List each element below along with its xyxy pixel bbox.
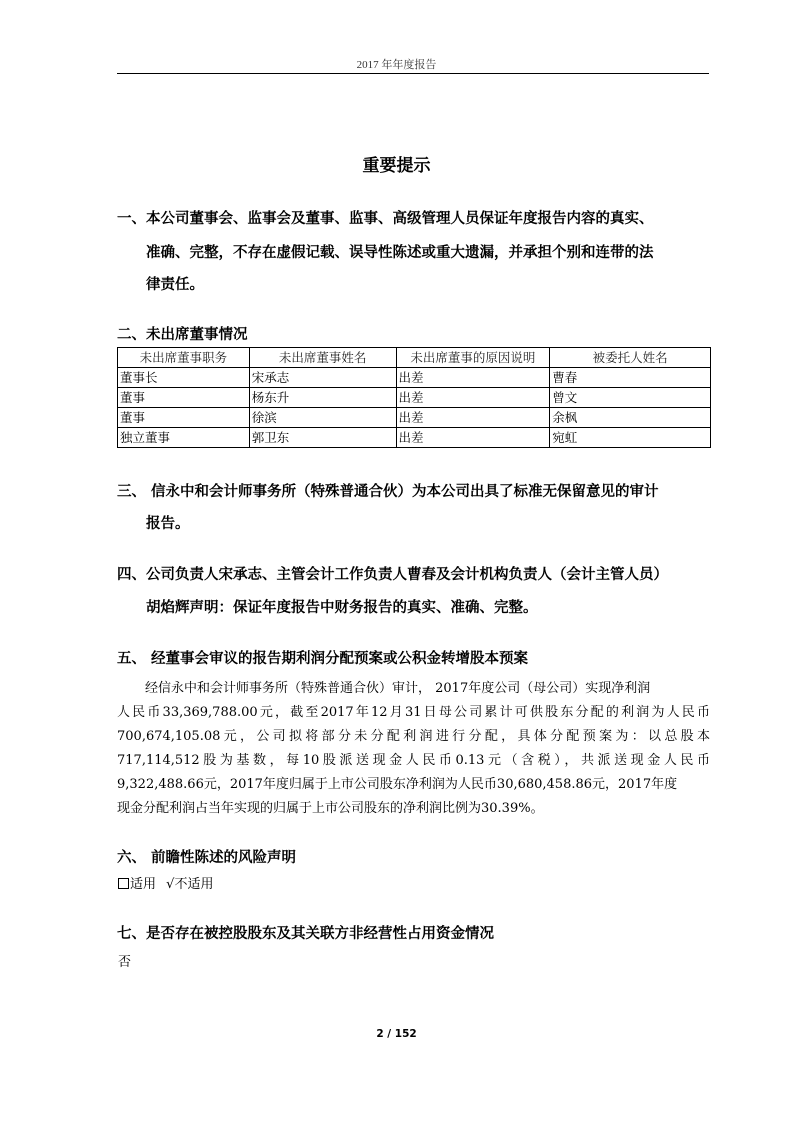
section1-line-1: 一、本公司董事会、监事会及董事、监事、高级管理人员保证年度报告内容的真实、	[117, 211, 654, 227]
checkbox-icon	[118, 878, 129, 889]
table-cell: 曹春	[550, 368, 711, 388]
table-header-row	[118, 348, 711, 368]
table-cell: 曾文	[550, 388, 711, 408]
applicability-options	[118, 873, 213, 892]
section5-line-4: 717,114,512股为基数，每10股派送现金人民币0.13元（含税），共派送现金人民币	[117, 753, 710, 768]
table-row	[118, 428, 711, 448]
section5-line-3: 700,674,105.08元，公司拟将部分未分配利润进行分配，具体分配预案为：以总股本	[117, 729, 710, 744]
table-cell: 郭卫东	[249, 428, 396, 448]
section5-line-6: 现金分配利润占当年实现的归属于上市公司股东的净利润比例为30.39%。	[117, 801, 544, 816]
section4-line-2: 胡焰辉声明：保证年度报告中财务报告的真实、准确、完整。	[146, 600, 538, 616]
table-cell: 徐滨	[249, 408, 396, 428]
table-cell: 宋承志	[249, 368, 396, 388]
absent-directors-table	[117, 347, 711, 448]
section3-line-1: 三、 信永中和会计师事务所（特殊普通合伙）为本公司出具了标准无保留意见的审计	[117, 484, 659, 500]
section5-heading: 五、 经董事会审议的报告期利润分配预案或公积金转增股本预案	[117, 651, 529, 667]
table-cell: 出差	[396, 428, 550, 448]
table-cell: 董事	[118, 388, 250, 408]
section1-line-2: 准确、完整，不存在虚假记载、误导性陈述或重大遗漏，并承担个别和连带的法	[146, 245, 654, 261]
section7-heading: 七、是否存在被控股股东及其关联方非经营性占用资金情况	[117, 926, 494, 942]
section2-heading: 二、未出席董事情况	[117, 327, 248, 343]
table-cell: 出差	[396, 388, 550, 408]
table-cell: 董事长	[118, 368, 250, 388]
checkmark-icon: √	[166, 877, 175, 892]
table-cell: 董事	[118, 408, 250, 428]
column-header: 未出席董事职务	[118, 348, 250, 368]
column-header: 未出席董事姓名	[249, 348, 396, 368]
column-header: 未出席董事的原因说明	[396, 348, 550, 368]
table-cell: 杨东升	[249, 388, 396, 408]
section6-heading: 六、 前瞻性陈述的风险声明	[117, 850, 297, 866]
column-header: 被委托人姓名	[550, 348, 711, 368]
table-cell: 独立董事	[118, 428, 250, 448]
header-divider	[117, 73, 709, 74]
section3-line-2: 报告。	[146, 516, 190, 532]
page-header: 2017 年年度报告	[356, 59, 437, 71]
table-cell: 出差	[396, 408, 550, 428]
section7-answer: 否	[118, 955, 132, 970]
section1-line-3: 律责任。	[146, 277, 204, 293]
table-row	[118, 368, 711, 388]
section5-line-5: 9,322,488.66元，2017年度归属于上市公司股东净利润为人民币30,680,458.86元，2017年度	[117, 777, 678, 792]
option-applicable-label: 适用	[130, 877, 157, 892]
page-number: 2 / 152	[376, 1028, 417, 1040]
table-cell: 宛虹	[550, 428, 711, 448]
table-row	[118, 388, 711, 408]
table-row	[118, 408, 711, 428]
section4-line-1: 四、公司负责人宋承志、主管会计工作负责人曹春及会计机构负责人（会计主管人员）	[117, 567, 668, 583]
option-not-applicable-label: 不适用	[174, 877, 214, 892]
section5-line-1: 经信永中和会计师事务所（特殊普通合伙）审计， 2017年度公司（母公司）实现净利润	[145, 681, 651, 696]
table-cell: 余枫	[550, 408, 711, 428]
table-cell: 出差	[396, 368, 550, 388]
page-title: 重要提示	[362, 156, 431, 176]
section5-line-2: 人民币33,369,788.00元，截至2017年12月31日母公司累计可供股东分配的利润为人民币	[117, 705, 710, 720]
